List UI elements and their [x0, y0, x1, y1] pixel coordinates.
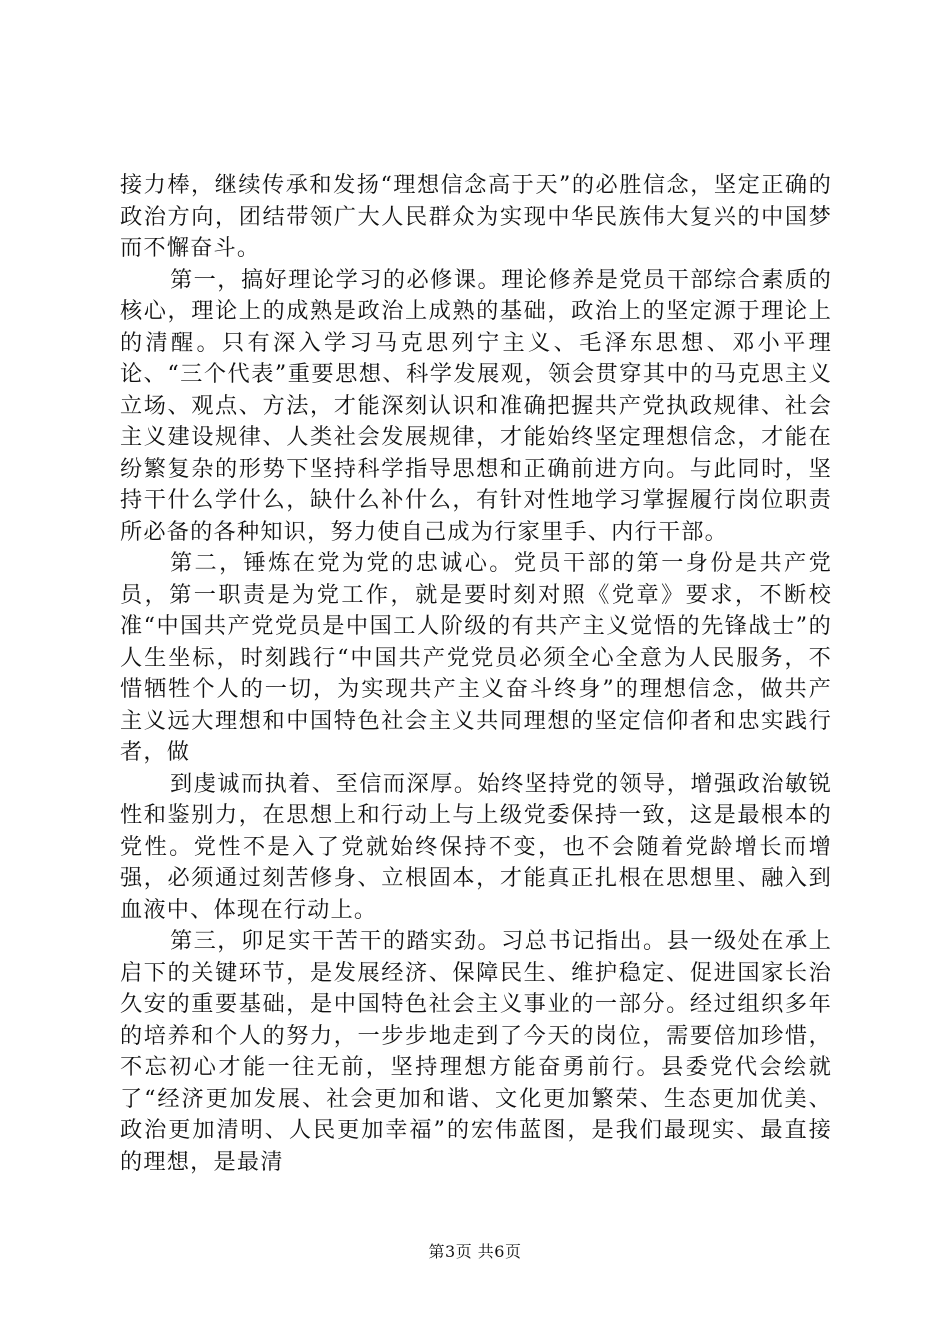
page-number-footer: 第3页 共6页 — [428, 1242, 522, 1261]
document-body — [120, 170, 832, 1178]
paragraph-third-point: 第三，卯足实干苦干的踏实劲。习总书记指出。县一级处在承上启下的关键环节，是发展经济、保障民生、维护稳定、促进国家长治久安的重要基础，是中国特色社会主义事业的一部分。经过组织多年的培养和个人的努力，一步步地走到了今天的岗位，需要倍加珍惜，不忘初心才能一往无前，坚持理想方能奋勇前行。县委党代会绘就了“经济更加发展、社会更加和谐、文化更加繁荣、生态更加优美、政治更加清明、人民更加幸福”的宏伟蓝图，是我们最现实、最直接的理想，是最清 — [120, 928, 832, 1175]
paragraph-first-point: 第一，搞好理论学习的必修课。理论修养是党员干部综合素质的核心，理论上的成熟是政治上成熟的基础，政治上的坚定源于理论上的清醒。只有深入学习马克思列宁主义、毛泽东思想、邓小平理论、“三个代表”重要思想、科学发展观，领会贯穿其中的马克思主义立场、观点、方法，才能深刻认识和准确把握共产党执政规律、社会主义建设规律、人类社会发展规律，才能始终坚定理想信念，才能在纷繁复杂的形势下坚持科学指导思想和正确前进方向。与此同时，坚持干什么学什么，缺什么补什么，有针对性地学习掌握履行岗位职责所必备的各种知识，努力使自己成为行家里手、内行干部。 — [120, 266, 832, 545]
paragraph-continuation: 接力棒，继续传承和发扬“理想信念高于天”的必胜信念，坚定正确的政治方向，团结带领广大人民群众为实现中华民族伟大复兴的中国梦而不懈奋斗。 — [120, 172, 832, 261]
paragraph-second-point: 第二，锤炼在党为党的忠诚心。党员干部的第一身份是共产党员，第一职责是为党工作，就是要时刻对照《党章》要求，不断校准“中国共产党党员是中国工人阶级的有共产主义觉悟的先锋战士”的人生坐标，时刻践行“中国共产党党员必须全心全意为人民服务，不惜牺牲个人的一切，为实现共产主义奋斗终身”的理想信念，做共产主义远大理想和中国特色社会主义共同理想的坚定信仰者和忠实践行者，做 — [120, 550, 832, 765]
paragraph-second-point-continued: 到虔诚而执着、至信而深厚。始终坚持党的领导，增强政治敏锐性和鉴别力，在思想上和行动上与上级党委保持一致，这是最根本的党性。党性不是入了党就始终保持不变，也不会随着党龄增长而增强，必须通过刻苦修身、立根固本，才能真正扎根在思想里、融入到血液中、体现在行动上。 — [120, 770, 832, 923]
